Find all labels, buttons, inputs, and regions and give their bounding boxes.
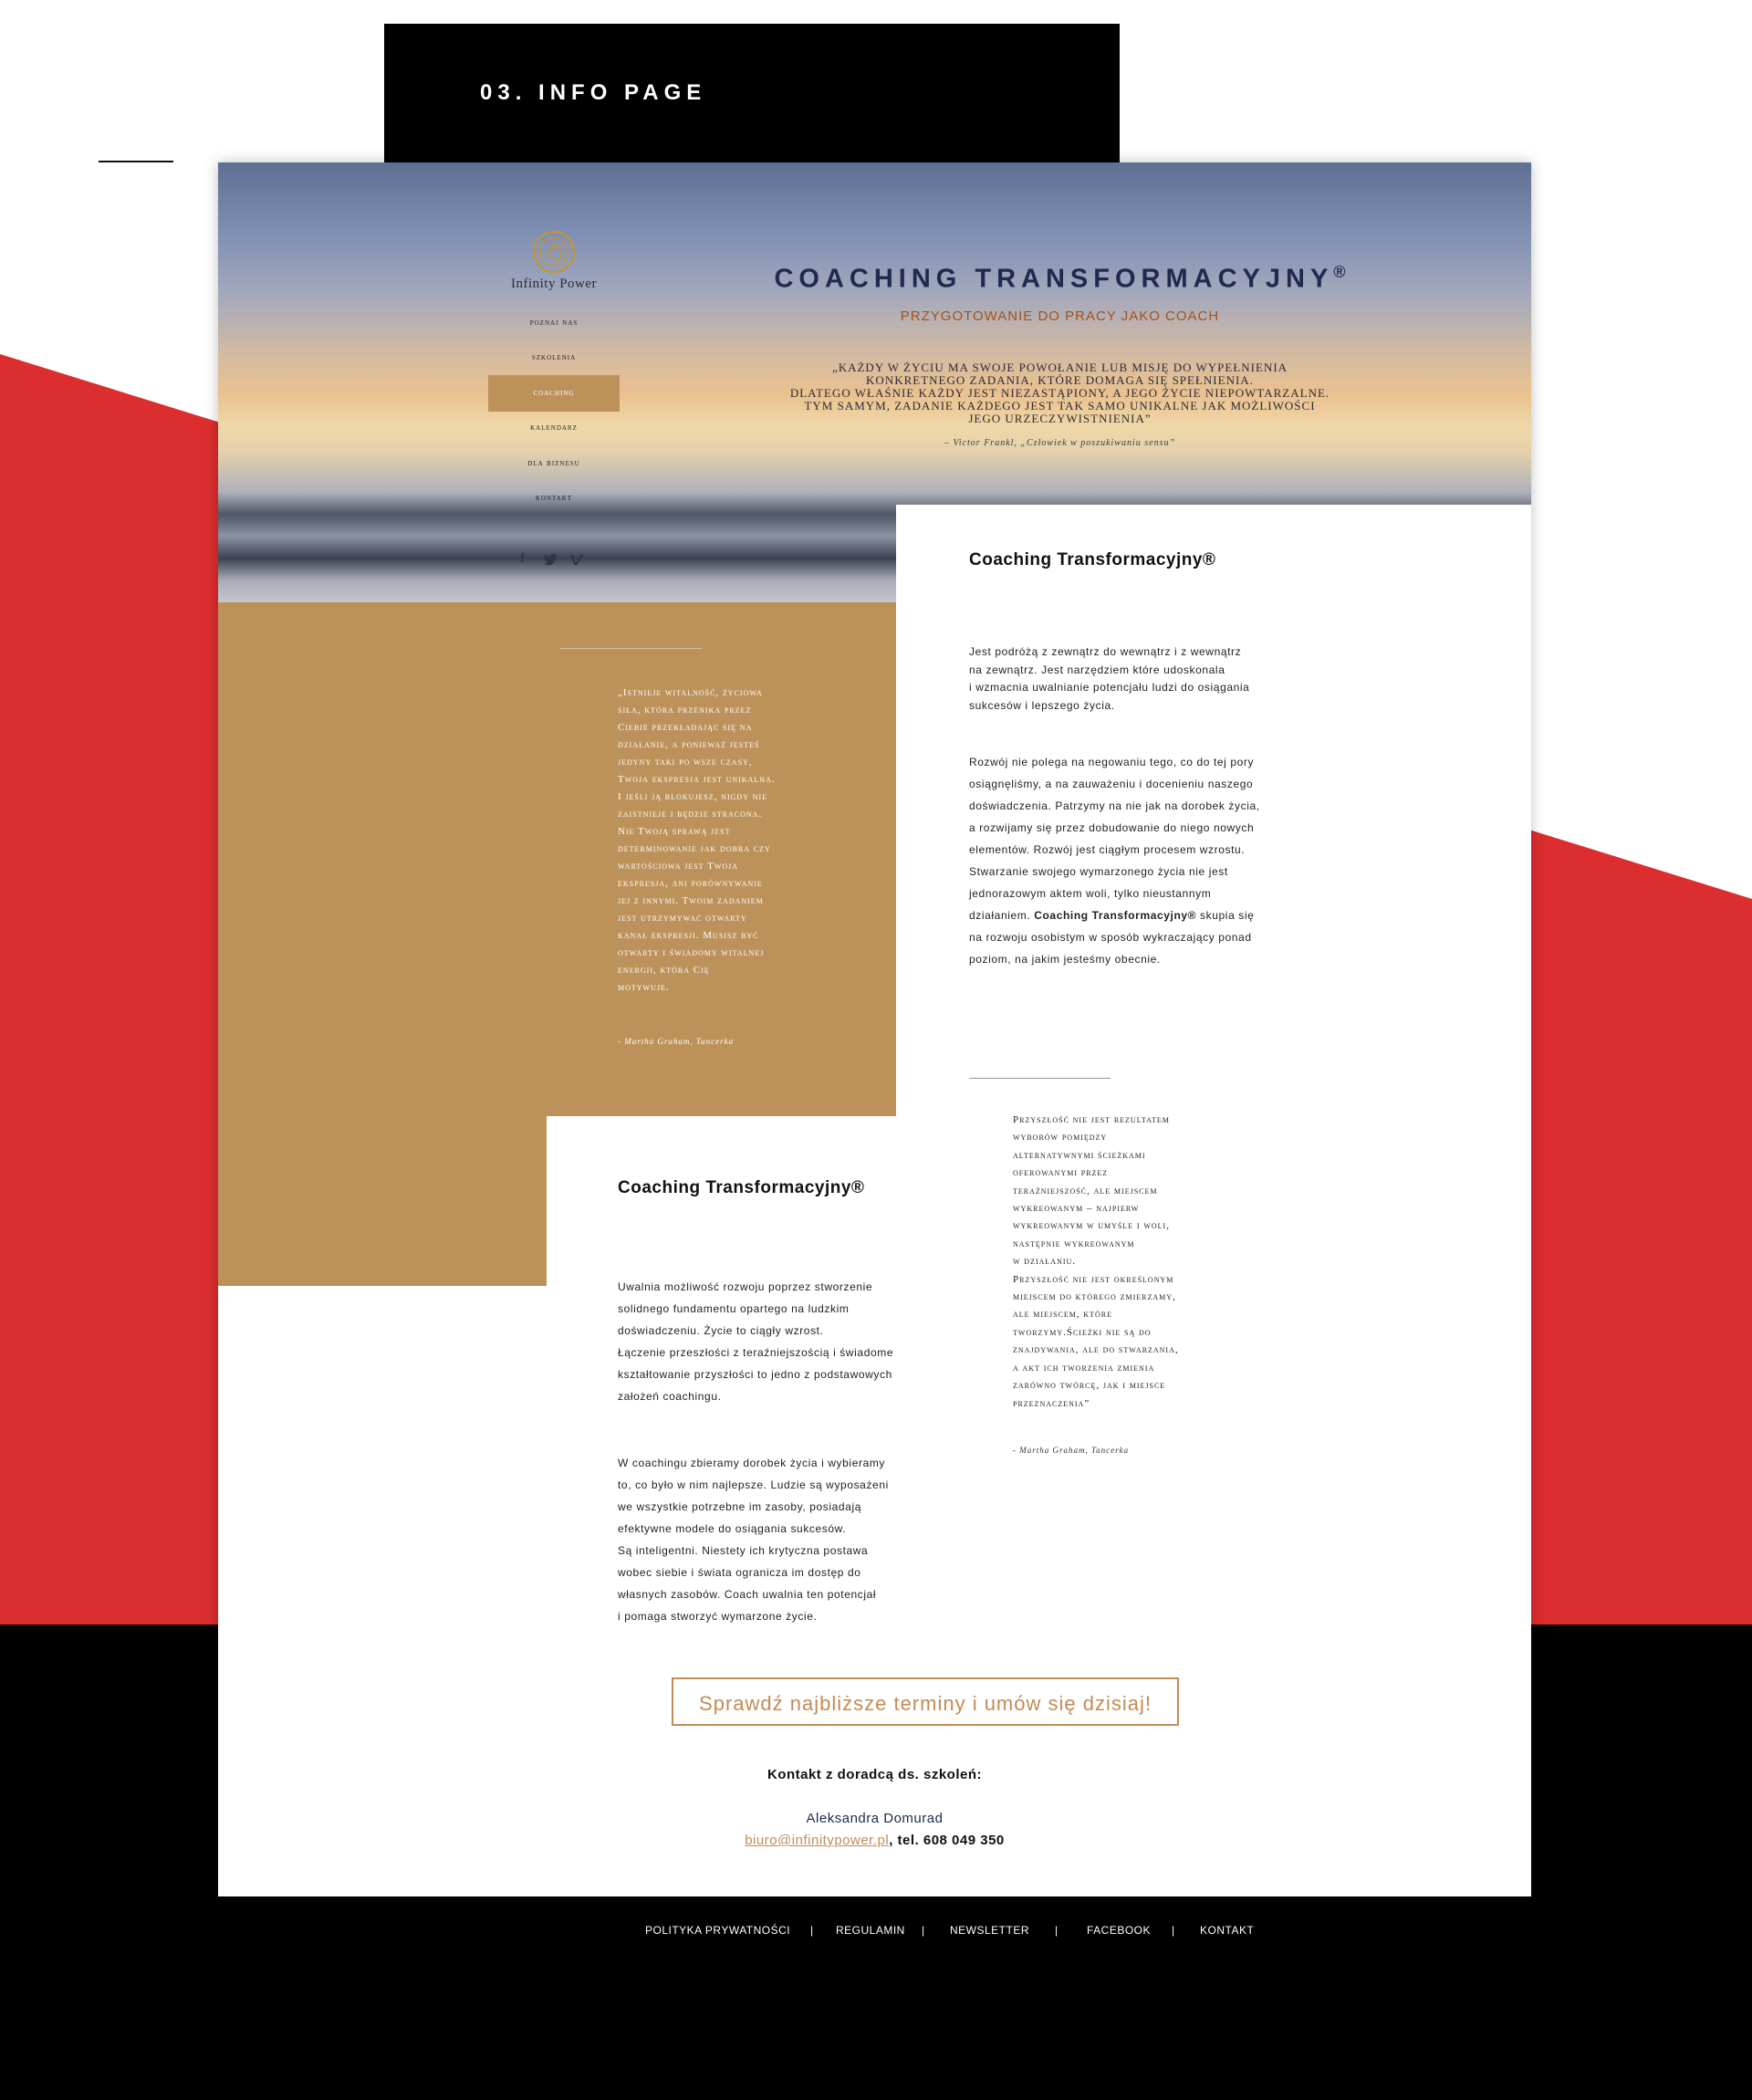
hero-quote-author: – Victor Frankl, „Człowiek w poszukiwaniu sensu” [944, 438, 1176, 448]
paragraph [618, 1452, 901, 1627]
hero-quote-line: JEGO URZECZYWISTNIENIA” [968, 412, 1152, 425]
quote-line: tworzymy.Ścieżki nie są do [1013, 1326, 1152, 1338]
text-line: na zewnątrz. Jest narzędziem które udoskonala [969, 663, 1225, 676]
gold-quote-text [618, 684, 800, 997]
quote-line: przeznaczenia” [1013, 1397, 1090, 1409]
hero-quote-line: „KAŻDY W ŻYCIU MA SWOJE POWOŁANIE LUB MISJĘ DO WYPEŁNIENIA [831, 360, 1288, 374]
text-line: efektywne modele do osiągania sukcesów. [618, 1522, 847, 1535]
text-line: Rozwój nie polega na negowaniu tego, co do tej pory [969, 756, 1255, 768]
hero-quote-line: DLATEGO WŁAŚNIE KAŻDY JEST NIEZASTĄPIONY, A JEGO ŻYCIE NIEPOWTARZALNE. [789, 386, 1330, 400]
footer-link-privacy[interactable]: POLITYKA PRYWATNOŚCI [645, 1924, 791, 1937]
footer-separator: | [1172, 1924, 1175, 1937]
right-quote-author: - Martha Graham, Tancerka [1013, 1446, 1130, 1455]
gold-quote-author: - Martha Graham, Tancerka [618, 1037, 735, 1046]
quote-line: energii, która Cię [618, 965, 710, 976]
quote-line: jej z innymi. Twoim zadaniem [618, 895, 764, 906]
text-line: poziom, na jakim jesteśmy obecnie. [969, 953, 1161, 966]
text-line: solidnego fundamentu opartego na ludzkim [618, 1302, 850, 1315]
quote-line: oferowanymi przez [1013, 1167, 1109, 1179]
quote-line: Twoja ekspresja jest unikalna. [618, 774, 776, 785]
contact-name: Aleksandra Domurad [806, 1811, 944, 1826]
quote-line: zarówno twórcę, jak i miejsce [1013, 1380, 1166, 1392]
text-line [969, 904, 1279, 926]
divider-line [969, 1078, 1111, 1079]
decorative-line [99, 161, 173, 162]
text-line: Są inteligentni. Niestety ich krytyczna postawa [618, 1544, 869, 1557]
text-line: Łączenie przeszłości z teraźniejszością i świadome [618, 1346, 894, 1359]
section-heading: Coaching Transformacyjny® [969, 550, 1216, 569]
footer-link-newsletter[interactable]: NEWSLETTER [950, 1924, 1030, 1937]
quote-line: ekspresja, ani porównywanie [618, 878, 763, 889]
book-now-button[interactable]: Sprawdź najbliższe terminy i umów się dzisiaj! [672, 1677, 1179, 1726]
text-line: własnych zasobów. Coach uwalnia ten potencjał [618, 1588, 877, 1601]
text-line: a rozwijamy się przez dobudowanie do niego nowych [969, 821, 1255, 834]
quote-line: I jeśli ją blokujesz, nigdy nie [618, 791, 768, 802]
text-line: Jest podróżą z zewnątrz do wewnątrz i z wewnątrz [969, 645, 1242, 658]
website-mockup [218, 162, 1531, 1896]
hero-title [734, 263, 1386, 295]
quote-line: a akt ich tworzenia zmienia [1013, 1362, 1155, 1374]
text-line: osiągnęliśmy, a na zauważeniu i docenieniu naszego [969, 778, 1254, 790]
hero-quote [734, 361, 1386, 425]
quote-line: kanał ekspresji. Musisz być [618, 930, 759, 941]
paragraph [618, 1276, 901, 1407]
hero-title-text: COACHING TRANSFORMACYJNY [774, 264, 1334, 294]
quote-line: Przyszłość nie jest określonym [1013, 1273, 1174, 1285]
text-line: założeń coachingu. [618, 1390, 722, 1403]
brand-name: Infinity Power [510, 277, 598, 291]
quote-line: w działaniu. [1013, 1256, 1077, 1268]
nav-item-szkolenia[interactable]: szkolenia [531, 352, 577, 362]
contact-heading: Kontakt z doradcą ds. szkoleń: [766, 1767, 983, 1782]
text-line: W coachingu zbieramy dorobek życia i wybieramy [618, 1457, 886, 1469]
hero-quote-line: KONKRETNEGO ZADANIA, KTÓRE DOMAGA SIĘ SPEŁNIENIA. [866, 373, 1254, 387]
quote-line: motywuje. [618, 982, 670, 993]
quote-line: jest utrzymywać otwarty [618, 913, 747, 924]
nav-item-kalendarz[interactable]: kalendarz [530, 423, 578, 433]
text-line: Uwalnia możliwość rozwoju poprzez stworzenie [618, 1280, 873, 1293]
contact-details [218, 1833, 1531, 1848]
text-line: elementów. Rozwój jest ciągłym procesem wzrostu. [969, 843, 1246, 856]
nav-item-poznaj-nas[interactable]: poznaj nas [529, 318, 579, 328]
text-line: doświadczeniu. Życie to ciągły wzrost. [618, 1324, 824, 1337]
footer-link-terms[interactable]: REGULAMIN [836, 1924, 905, 1937]
text-line: i pomaga stworzyć wymarzone życie. [618, 1610, 818, 1623]
footer-link-facebook[interactable]: FACEBOOK [1087, 1924, 1152, 1937]
section-heading: Coaching Transformacyjny® [618, 1178, 865, 1197]
nav-item-coaching[interactable]: coaching [488, 375, 620, 412]
paragraph [969, 643, 1279, 715]
quote-line: Nie Twoją sprawą jest [618, 826, 731, 837]
text-line: na rozwoju osobistym w sposób wykraczający ponad [969, 931, 1252, 944]
contact-phone: , tel. 608 049 350 [889, 1833, 1005, 1848]
text-line: sukcesów i lepszego życia. [969, 698, 1115, 712]
nav-item-dla-biznesu[interactable]: dla biznesu [527, 458, 580, 468]
quote-line: wykreowanym – najpierw [1013, 1203, 1140, 1215]
quote-line: zaistnieje i będzie stracona. [618, 809, 763, 820]
facebook-icon[interactable]: f [520, 551, 525, 566]
text-line: wobec siebie i świata ogranicza im dostęp do [618, 1566, 861, 1579]
quote-line: determinowanie jak dobra czy [618, 843, 771, 854]
quote-line: teraźniejszość, ale miejscem [1013, 1185, 1158, 1196]
section-label: 03. INFO PAGE [480, 80, 707, 105]
right-quote-text [1013, 1112, 1204, 1413]
quote-line: wyborów pomiędzy [1013, 1132, 1108, 1144]
contact-email-link[interactable]: biuro@infinitypower.pl [745, 1833, 890, 1848]
twitter-icon[interactable] [542, 553, 558, 566]
text-span: działaniem. [969, 909, 1035, 922]
text-line: to, co było w nim najlepsze. Ludzie są wyposażeni [618, 1478, 889, 1491]
quote-line: wartościowa jest Twoja [618, 861, 739, 872]
quote-line: ale miejscem, które [1013, 1309, 1113, 1321]
text-line: doświadczenia. Patrzymy na nie jak na dorobek życia, [969, 799, 1260, 812]
text-line: kształtowanie przyszłości to jedno z podstawowych [618, 1368, 892, 1381]
bold-term: Coaching Transformacyjny® [1034, 909, 1197, 922]
registered-mark: ® [1333, 263, 1346, 281]
footer-separator: | [810, 1924, 814, 1937]
quote-line: „Istnieje witalność, życiowa [618, 687, 763, 698]
quote-line: otwarty i świadomy witalnej [618, 947, 765, 958]
quote-line: siła, która przenika przez [618, 705, 752, 716]
quote-line: działanie, a ponieważ jesteś [618, 739, 760, 750]
text-line: we wszystkie potrzebne im zasoby, posiadają [618, 1500, 862, 1513]
text-line: i wzmacnia uwalnianie potencjału ludzi do osiągania [969, 681, 1250, 694]
text-line: Stwarzanie swojego wymarzonego życia nie jest [969, 865, 1228, 878]
divider-line [560, 648, 702, 649]
paragraph [969, 751, 1279, 970]
quote-line: miejscem do którego zmierzamy, [1013, 1291, 1176, 1303]
quote-line: Ciebie przekładając się na [618, 722, 753, 733]
vimeo-icon[interactable] [569, 553, 584, 566]
hero-quote-line: TYM SAMYM, ZADANIE KAŻDEGO JEST TAK SAMO UNIKALNE JAK MOŻLIWOŚCI [804, 399, 1316, 413]
footer-separator: | [1055, 1924, 1058, 1937]
footer-link-contact[interactable]: KONTAKT [1200, 1924, 1255, 1937]
infinity-power-logo[interactable] [527, 225, 581, 279]
hero-subtitle: PRZYGOTOWANIE DO PRACY JAKO COACH [900, 308, 1220, 324]
quote-line: wykreowanym w umyśle i woli, [1013, 1220, 1170, 1232]
text-line: jednorazowym aktem woli, tylko nieustannym [969, 887, 1212, 900]
quote-line: następnie wykreowanym [1013, 1238, 1135, 1249]
quote-line: alternatywnymi ścieżkami [1013, 1149, 1146, 1161]
footer-separator: | [922, 1924, 925, 1937]
quote-line: znajdywania, ale do stwarzania, [1013, 1344, 1179, 1356]
text-span: skupia się [1196, 909, 1255, 922]
quote-line: jedyny taki po wsze czasy, [618, 757, 753, 768]
quote-line: Przyszłość nie jest rezultatem [1013, 1114, 1170, 1125]
nav-item-kontakt[interactable]: kontakt [535, 493, 573, 503]
